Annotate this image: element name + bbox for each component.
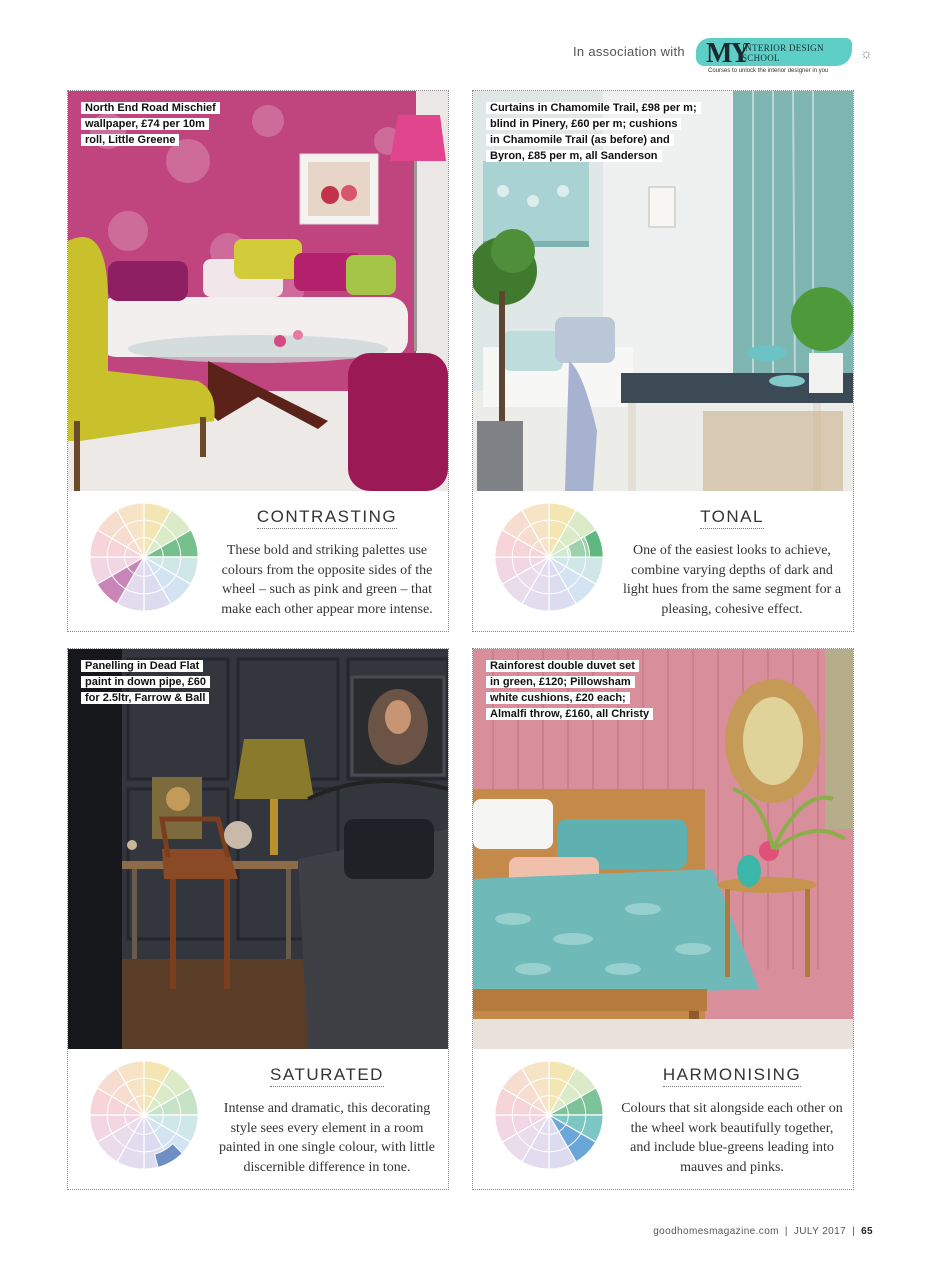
association-text: In association with bbox=[573, 44, 685, 59]
panel-tonal bbox=[472, 90, 854, 632]
photo-caption: Curtains in Chamomile Trail, £98 per m; blind in Pinery, £60 per m; cushions in Chamomile Trail (as before) and Byron, £85 per m, all Sanderson bbox=[486, 100, 701, 164]
page-number: 65 bbox=[861, 1226, 873, 1237]
panel-description: Colours that sit alongside each other on the wheel work beautifully together, and include blue-greens leading into mauves and pinks. bbox=[621, 1101, 843, 1175]
colour-wheel-icon bbox=[86, 1057, 202, 1173]
panel-title: SATURATED bbox=[216, 1065, 438, 1085]
colour-wheel-icon bbox=[491, 499, 607, 615]
panel-contrasting bbox=[67, 90, 449, 632]
issue-date: JULY 2017 bbox=[793, 1226, 847, 1237]
footer-separator: | bbox=[784, 1226, 788, 1237]
panel-description: These bold and striking palettes use colours from the opposite sides of the wheel – such as pink and green – that make each other appear more intense. bbox=[221, 543, 433, 617]
logo-name: INTERIOR DESIGN SCHOOL bbox=[742, 43, 824, 63]
panel-saturated bbox=[67, 648, 449, 1190]
photo-dark-bedroom bbox=[68, 649, 448, 1049]
panel-description: Intense and dramatic, this decorating style sees every element in a room painted in one single colour, with little discernible difference in tone. bbox=[218, 1101, 435, 1175]
photo-pink-living-room bbox=[68, 91, 448, 491]
photo-caption: North End Road Mischief wallpaper, £74 per 10m roll, Little Greene bbox=[81, 100, 220, 148]
sun-icon: ☼ bbox=[860, 45, 873, 61]
colour-wheel-icon bbox=[86, 499, 202, 615]
panel-title: HARMONISING bbox=[621, 1065, 843, 1085]
logo-mark: MY bbox=[706, 38, 749, 69]
photo-caption: Panelling in Dead Flat paint in down pipe, £60 for 2.5ltr, Farrow & Ball bbox=[81, 658, 210, 706]
colour-wheel-icon bbox=[491, 1057, 607, 1173]
logo-tagline: Courses to unlock the interior designer in you bbox=[708, 68, 829, 74]
header bbox=[560, 36, 890, 84]
page-footer bbox=[653, 1226, 873, 1237]
interior-design-school-logo[interactable] bbox=[696, 36, 856, 80]
panel-harmonising bbox=[472, 648, 854, 1190]
photo-caption: Rainforest double duvet set in green, £120; Pillowsham white cushions, £20 each; Almalfi throw, £160, all Christy bbox=[486, 658, 653, 722]
panel-description: One of the easiest looks to achieve, combine varying depths of dark and light hues from the same segment for a pleasing, cohesive effect. bbox=[622, 543, 842, 617]
footer-separator: | bbox=[852, 1226, 856, 1237]
panel-title: CONTRASTING bbox=[216, 507, 438, 527]
panel-title: TONAL bbox=[621, 507, 843, 527]
website-link[interactable]: goodhomesmagazine.com bbox=[653, 1226, 779, 1237]
